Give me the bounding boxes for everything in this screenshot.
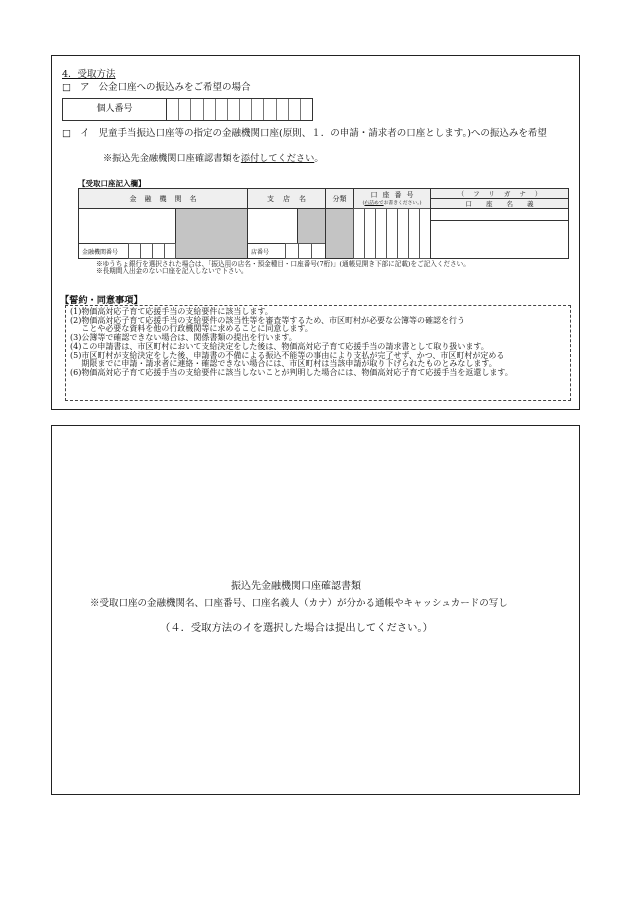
attachment-description: ※受取口座の金融機関名、口座番号、口座名義人（カナ）が分かる通帳やキャッシュカードの写し bbox=[90, 598, 508, 609]
consent-item-line: この申請書は、市区町村において支給決定をした後は、物価高対応子育て応援手当の請求書として取り扱います。 bbox=[81, 341, 489, 351]
consent-item-number: (3) bbox=[70, 333, 82, 343]
consent-item-number: (1) bbox=[70, 307, 82, 316]
my-number-digit-box[interactable] bbox=[263, 99, 275, 120]
option-b-text: 児童手当振込口座等の指定の金融機関口座(原則、１．の申請・請求者の口座とします。)への振込みを希望 bbox=[98, 128, 547, 139]
account-note: ※長期間入出金のない口座を記入しないで下さい。 bbox=[96, 267, 248, 275]
consent-title: 【誓約・同意事項】 bbox=[60, 295, 143, 306]
my-number-digit-box[interactable] bbox=[227, 99, 239, 120]
consent-item-line: 期限までに申請・請求者に連絡・確認できない場合には、市区町村は当該申請が取り下げられたものとみなします。 bbox=[81, 359, 497, 369]
attachment-note-emphasis: 添付してください bbox=[240, 153, 315, 164]
my-number-digit-box[interactable] bbox=[239, 99, 251, 120]
note-suffix: お書きください。) bbox=[383, 200, 422, 206]
my-number-digit-box[interactable] bbox=[215, 99, 227, 120]
branch-name-field[interactable] bbox=[247, 208, 298, 244]
attachment-instruction: （４．受取方法のイを選択した場合は提出してください。） bbox=[160, 622, 433, 634]
branch-code-digit-box[interactable] bbox=[285, 243, 299, 259]
attachment-note-suffix: 。 bbox=[314, 153, 324, 164]
consent-item bbox=[70, 369, 570, 378]
my-number-digit-box[interactable] bbox=[178, 99, 190, 120]
header-bank-name-label: 金融機関名 bbox=[129, 194, 205, 203]
bank-code-label: 金融機関番号 bbox=[78, 243, 129, 259]
header-account-type bbox=[325, 188, 354, 209]
consent-item-number: (2) bbox=[70, 315, 82, 325]
my-number-table bbox=[62, 98, 313, 121]
my-number-digit-box[interactable] bbox=[288, 99, 300, 120]
option-b bbox=[62, 128, 547, 139]
consent-item-line: 物価高対応子育て応援手当の支給要件の該当性等を審査等するため、市区町村が必要な公簿等の確認を行う bbox=[81, 315, 466, 325]
branch-code-digit-box[interactable] bbox=[298, 243, 312, 259]
header-branch-name-label: 支店名 bbox=[267, 194, 315, 203]
option-a-text: 公金口座への振込みをご希望の場合 bbox=[98, 82, 251, 93]
attachment-note bbox=[103, 153, 324, 164]
attachment-area bbox=[51, 425, 580, 795]
account-form-title: 【受取口座記入欄】 bbox=[78, 179, 146, 188]
bank-shaded-cell bbox=[175, 208, 248, 259]
consent-item-line: 物価高対応子育て応援手当の支給要件に該当しないことが判明した場合には、物価高対応子育て応援手当を返還します。 bbox=[81, 367, 513, 377]
consent-item-line: ことや必要な資料を他の行政機関等に求めることに同意します。 bbox=[81, 324, 313, 334]
section-heading: 4．受取方法 bbox=[62, 69, 116, 80]
attachment-title: 振込先金融機関口座確認書類 bbox=[231, 581, 361, 592]
consent-item-number: (4) bbox=[70, 341, 82, 351]
account-type-shaded-cell bbox=[325, 208, 354, 259]
header-account-number bbox=[353, 188, 431, 209]
option-b-marker: イ bbox=[79, 128, 90, 139]
account-table bbox=[78, 188, 569, 259]
my-number-digit-box[interactable] bbox=[190, 99, 202, 120]
my-number-digit-box[interactable] bbox=[167, 99, 178, 120]
attachment-note-prefix: ※振込先金融機関口座確認書類を bbox=[103, 153, 241, 164]
consent-item-line: 公簿等で確認できない場合は、関係書類の提出を行います。 bbox=[81, 333, 297, 343]
option-a-marker: ア bbox=[79, 82, 90, 93]
branch-shaded-cell bbox=[297, 208, 326, 244]
option-b-checkbox[interactable]: □ bbox=[62, 128, 71, 139]
consent-item-number: (6) bbox=[70, 367, 82, 377]
consent-item bbox=[70, 317, 570, 334]
consent-item-line: 市区町村が支給決定をした後、申請書の不備による振込不能等の事由により支払が完了せず、かつ、市区町村が定める bbox=[81, 350, 505, 360]
header-account-type-label: 分類 bbox=[332, 194, 347, 203]
branch-code-label: 店番号 bbox=[247, 243, 286, 259]
branch-code-digit-box[interactable] bbox=[311, 243, 326, 259]
option-a bbox=[62, 82, 251, 93]
my-number-digit-box[interactable] bbox=[203, 99, 215, 120]
consent-item-number: (5) bbox=[70, 350, 82, 360]
header-bank-name bbox=[78, 188, 248, 209]
account-holder-name-field[interactable] bbox=[430, 220, 569, 259]
header-account-number-note bbox=[363, 200, 422, 207]
bank-name-field[interactable] bbox=[78, 208, 176, 244]
receipt-method-section bbox=[51, 55, 580, 410]
consent-item-line: 物価高対応子育て応援手当の支給要件に該当します。 bbox=[81, 307, 273, 316]
consent-item bbox=[70, 352, 570, 369]
account-note: ※ゆうちょ銀行を選択された場合は、「振込用の店名・預金種目・口座番号(7桁)」(通帳見開き下部に記載)をご記入ください。 bbox=[96, 260, 470, 268]
header-branch-name bbox=[247, 188, 326, 209]
header-furigana-label: （フリガナ） bbox=[457, 190, 551, 198]
my-number-digit-box[interactable] bbox=[276, 99, 288, 120]
option-a-checkbox[interactable]: □ bbox=[62, 82, 71, 93]
consent-box bbox=[65, 305, 571, 401]
my-number-digit-box[interactable] bbox=[251, 99, 263, 120]
my-number-label: 個人番号 bbox=[63, 99, 167, 120]
my-number-digit-box[interactable] bbox=[300, 99, 312, 120]
header-account-number-label: 口座番号 bbox=[370, 190, 419, 199]
header-account-holder-label: 口座名義 bbox=[465, 200, 548, 208]
note-prefix: ( bbox=[362, 200, 365, 206]
note-emphasis: 右詰めで bbox=[364, 200, 384, 206]
bank-code-digit-box[interactable] bbox=[164, 243, 176, 259]
